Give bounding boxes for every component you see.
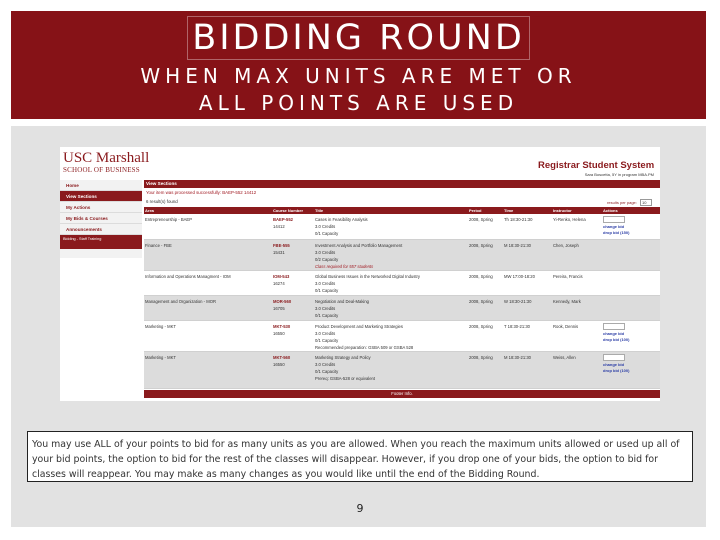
cell-period: 2008, Spring — [468, 270, 503, 295]
course-number[interactable]: FBE-555 — [273, 242, 290, 248]
course-title: Negotiation and Deal-Making — [315, 298, 370, 304]
course-capacity: 0/1 Capacity — [315, 337, 339, 343]
embedded-screenshot — [60, 147, 660, 401]
table-row — [144, 239, 660, 270]
app-footer: Footer Info. — [144, 390, 660, 398]
section-number: 14412 — [273, 224, 285, 229]
nav-item-my-actions[interactable]: My Actions — [60, 202, 142, 213]
course-number[interactable]: MKT-530 — [273, 323, 291, 329]
course-credits: 3.0 Credits — [315, 224, 336, 229]
column-header: Actions — [602, 207, 660, 214]
cell-area: Information and Operations Managment - IOM — [144, 270, 272, 295]
title-band — [11, 11, 706, 119]
course-credits: 3.0 Credits — [315, 330, 336, 336]
cell-actions — [602, 320, 660, 351]
course-title: Cases in Feasibility Analysis — [315, 217, 368, 222]
course-capacity: 0/1 Capacity — [315, 312, 339, 318]
nav-item-my-bids-courses[interactable]: My Bids & Courses — [60, 213, 142, 224]
table-row — [144, 270, 660, 295]
cell-course — [272, 295, 314, 320]
table-header-row — [144, 207, 660, 214]
cell-actions — [602, 239, 660, 270]
table-row — [144, 214, 660, 239]
course-capacity: 0/1 Capacity — [315, 231, 339, 236]
course-capacity: 0/1 Capacity — [315, 287, 339, 293]
cell-instructor: Chen, Joseph — [552, 239, 602, 270]
page-number: 9 — [356, 502, 364, 515]
cell-period: 2008, Spring — [468, 351, 503, 388]
table-row — [144, 351, 660, 388]
cell-instructor: Rook, Dennis — [552, 320, 602, 351]
column-header[interactable]: Course Number — [272, 207, 314, 214]
course-credits: 3.0 Credits — [315, 305, 336, 311]
cell-area: Marketing - MKT — [144, 351, 272, 388]
course-note: Prereq: GSBA-528 or equivalent — [315, 375, 376, 381]
nav-item-home[interactable]: Home — [60, 180, 142, 191]
cell-instructor: Weiss, Allen — [552, 351, 602, 388]
course-title: Marketing Strategy and Policy — [315, 354, 371, 360]
drop-bid-link[interactable]: drop bid (100) — [603, 367, 630, 373]
course-capacity: 0/1 Capacity — [315, 368, 339, 374]
course-number[interactable]: BAEP-552 — [273, 217, 294, 222]
bidding-status-box: Bidding - Staff Training — [60, 235, 142, 249]
course-title: Product Development and Marketing Strategies — [315, 323, 403, 329]
results-per-page-label: results per page: — [607, 200, 637, 205]
cell-time: T 18:30-21:30 — [503, 320, 552, 351]
cell-instructor: Pereira, Francis — [552, 270, 602, 295]
cell-area: Management and Organization - MOR — [144, 295, 272, 320]
bid-input[interactable] — [603, 216, 625, 223]
results-count: 6 result(s) found — [146, 199, 178, 204]
column-header[interactable]: Area — [144, 207, 272, 214]
view-sections-panel — [144, 180, 660, 386]
slide-subtitle — [11, 63, 706, 117]
cell-title — [314, 295, 468, 320]
cell-course — [272, 270, 314, 295]
cell-time: M 18:30-21:30 — [503, 351, 552, 388]
cell-instructor: Kennedy, Mark — [552, 295, 602, 320]
results-per-page — [607, 198, 652, 208]
column-header[interactable]: Title — [314, 207, 468, 214]
course-title: Global Business Issues in the Networked Digital Industry — [315, 273, 420, 279]
cell-area: Entrepreneurship - BAEP — [144, 214, 272, 239]
cell-title — [314, 351, 468, 388]
course-capacity: 0/2 Capacity — [315, 256, 339, 262]
change-bid-link[interactable]: change bid — [603, 361, 625, 367]
table-row — [144, 295, 660, 320]
school-of-business-logo: SCHOOL OF BUSINESS — [63, 166, 140, 174]
cell-actions — [602, 214, 660, 239]
course-number[interactable]: MOR-560 — [273, 298, 292, 304]
cell-actions — [602, 295, 660, 320]
nav-item-announcements[interactable]: Announcements — [60, 224, 142, 235]
course-credits: 3.0 Credits — [315, 249, 336, 255]
cell-title — [314, 320, 468, 351]
cell-period: 2008, Spring — [468, 214, 503, 239]
course-credits: 3.0 Credits — [315, 361, 336, 367]
course-number[interactable]: MKT-560 — [273, 354, 291, 360]
results-row — [144, 197, 660, 207]
column-header[interactable]: Period — [468, 207, 503, 214]
cell-area: Finance - FBE — [144, 239, 272, 270]
drop-bid-link[interactable]: drop bid (150) — [603, 230, 630, 235]
cell-title — [314, 270, 468, 295]
section-header — [144, 180, 660, 188]
section-number: 16550 — [273, 330, 285, 336]
bid-input[interactable] — [603, 354, 625, 361]
column-header[interactable]: Instructor — [552, 207, 602, 214]
cell-time: MW 17:00-18:20 — [503, 270, 552, 295]
course-note: Class required for 557 students — [315, 263, 374, 269]
change-bid-link[interactable]: change bid — [603, 224, 625, 229]
cell-time: Th 18:30-21:30 — [503, 214, 552, 239]
cell-period: 2008, Spring — [468, 295, 503, 320]
column-header[interactable]: Time — [503, 207, 552, 214]
app-header — [60, 147, 660, 177]
sections-table — [144, 207, 660, 389]
nav-item-view-sections[interactable]: View Sections — [60, 191, 142, 202]
drop-bid-link[interactable]: drop bid (100) — [603, 336, 630, 342]
description-text: You may use ALL of your points to bid for as many units as you are allowed. When you reach the maximum units allowed or used up all of your bid points, the option to bid for the rest of the classes will disappear. However, if you drop one of your bids, the option to bid for classes will reappear. You may make as many changes as you would like until the end of the Bidding Round. — [27, 431, 693, 482]
success-message: Your item was processed successfully: BAEP-552 14412 — [146, 190, 257, 195]
course-number[interactable]: IOM-543 — [273, 273, 290, 279]
section-number: 15431 — [273, 249, 285, 255]
cell-instructor: Yi-Renko, Helena — [552, 214, 602, 239]
section-title: View Sections — [146, 181, 177, 186]
cell-course — [272, 351, 314, 388]
cell-title — [314, 214, 468, 239]
course-title: Investment Analysis and Portfolio Management — [315, 242, 403, 248]
cell-time: W 18:30-21:30 — [503, 295, 552, 320]
subtitle-line: ALL POINTS ARE USED — [198, 91, 519, 115]
table-row — [144, 320, 660, 351]
bid-input[interactable] — [603, 323, 625, 330]
section-number: 16550 — [273, 361, 285, 367]
cell-course — [272, 214, 314, 239]
cell-time: M 18:30-21:30 — [503, 239, 552, 270]
cell-actions — [602, 270, 660, 295]
slide-title: BIDDING ROUND — [11, 16, 706, 60]
cell-course — [272, 320, 314, 351]
cell-period: 2008, Spring — [468, 320, 503, 351]
usc-marshall-logo: USC Marshall — [63, 150, 150, 166]
course-note: Recommended preparation: GSBA 509 or GSBA 528 — [315, 344, 414, 350]
results-per-page-select[interactable]: 10 — [640, 199, 652, 206]
course-credits: 3.0 Credits — [315, 280, 336, 286]
change-bid-link[interactable]: change bid — [603, 330, 625, 336]
subtitle-line: WHEN MAX UNITS ARE MET OR — [140, 64, 577, 88]
user-info: Sara Boscetta, 5Y in program MBA.PM — [584, 172, 654, 177]
cell-title — [314, 239, 468, 270]
system-title: Registrar Student System — [538, 160, 655, 171]
section-number: 16705 — [273, 305, 285, 311]
cell-course — [272, 239, 314, 270]
section-number: 16274 — [273, 280, 285, 286]
cell-actions — [602, 351, 660, 388]
cell-period: 2008, Spring — [468, 239, 503, 270]
cell-area: Marketing - MKT — [144, 320, 272, 351]
table-body — [144, 214, 660, 388]
